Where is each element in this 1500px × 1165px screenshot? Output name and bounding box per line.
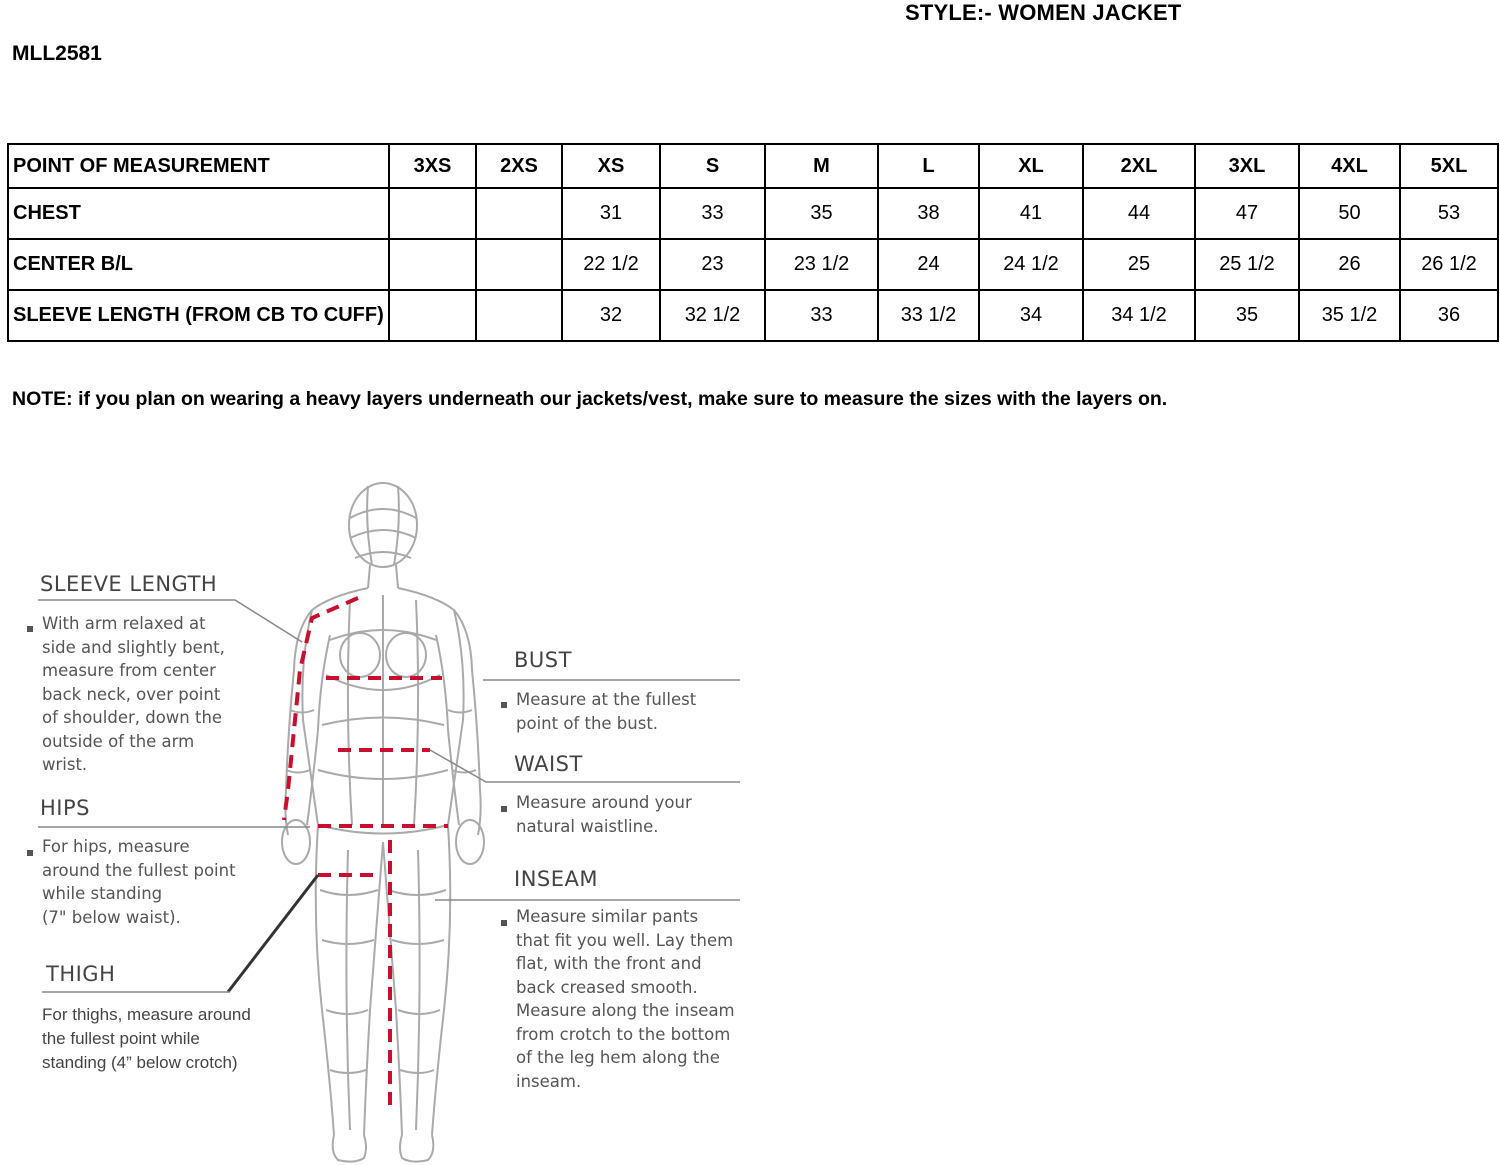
size-chart-table bbox=[7, 143, 1499, 342]
column-header: 3XL bbox=[1195, 144, 1299, 188]
table-cell bbox=[476, 290, 562, 341]
table-cell: 33 bbox=[660, 188, 765, 239]
bullet-icon bbox=[27, 626, 33, 632]
table-cell: 34 1/2 bbox=[1083, 290, 1195, 341]
table-cell: 53 bbox=[1400, 188, 1498, 239]
table-cell bbox=[476, 188, 562, 239]
row-label: CHEST bbox=[8, 188, 389, 239]
column-header: 3XS bbox=[389, 144, 476, 188]
column-header: M bbox=[765, 144, 878, 188]
table-cell: 24 bbox=[878, 239, 979, 290]
table-cell: 32 1/2 bbox=[660, 290, 765, 341]
bullet-icon bbox=[27, 850, 33, 856]
thigh-desc: For thighs, measure around the fullest point while standing (4” below crotch) bbox=[42, 1005, 251, 1072]
column-header: 2XL bbox=[1083, 144, 1195, 188]
body-figure-outline bbox=[282, 483, 484, 1162]
table-cell: 41 bbox=[979, 188, 1083, 239]
inseam-desc: Measure similar pants that fit you well. Lay them flat, with the front and back creased smooth. Measure along the inseam from crotch to the bottom of the leg hem along the inseam. bbox=[516, 907, 735, 1091]
sleeve-length-title: SLEEVE LENGTH bbox=[40, 572, 218, 596]
table-cell: 34 bbox=[979, 290, 1083, 341]
table-cell: 22 1/2 bbox=[562, 239, 660, 290]
table-cell: 23 bbox=[660, 239, 765, 290]
table-cell: 33 1/2 bbox=[878, 290, 979, 341]
sleeve-measure-line bbox=[284, 598, 358, 820]
table-cell: 50 bbox=[1299, 188, 1400, 239]
table-cell: 26 bbox=[1299, 239, 1400, 290]
table-cell: 44 bbox=[1083, 188, 1195, 239]
table-cell: 23 1/2 bbox=[765, 239, 878, 290]
table-cell: 33 bbox=[765, 290, 878, 341]
table-cell: 32 bbox=[562, 290, 660, 341]
thigh-title: THIGH bbox=[46, 962, 116, 986]
style-code: MLL2581 bbox=[12, 42, 102, 65]
table-cell: 25 1/2 bbox=[1195, 239, 1299, 290]
row-label: CENTER B/L bbox=[8, 239, 389, 290]
layering-note: NOTE: if you plan on wearing a heavy layers underneath our jackets/vest, make sure to measure the sizes with the layers on. bbox=[12, 388, 1168, 410]
table-cell: 38 bbox=[878, 188, 979, 239]
column-header: S bbox=[660, 144, 765, 188]
table-cell bbox=[389, 290, 476, 341]
column-header: 2XS bbox=[476, 144, 562, 188]
bullet-icon bbox=[501, 806, 507, 812]
table-row bbox=[8, 290, 1498, 341]
bullet-icon bbox=[501, 920, 507, 926]
waist-desc: Measure around your natural waistline. bbox=[516, 793, 692, 836]
measurement-guide bbox=[0, 470, 760, 1165]
column-header: POINT OF MEASUREMENT bbox=[8, 144, 389, 188]
column-header: XL bbox=[979, 144, 1083, 188]
column-header: L bbox=[878, 144, 979, 188]
table-header-row bbox=[8, 144, 1498, 188]
table-cell: 35 1/2 bbox=[1299, 290, 1400, 341]
hips-desc: For hips, measure around the fullest point while standing (7" below waist). bbox=[42, 837, 236, 927]
waist-title: WAIST bbox=[514, 752, 583, 776]
bust-desc: Measure at the fullest point of the bust. bbox=[516, 690, 697, 733]
bust-title: BUST bbox=[514, 648, 572, 672]
table-cell: 36 bbox=[1400, 290, 1498, 341]
table-cell: 31 bbox=[562, 188, 660, 239]
table-row bbox=[8, 188, 1498, 239]
table-cell: 25 bbox=[1083, 239, 1195, 290]
table-row bbox=[8, 239, 1498, 290]
table-cell: 35 bbox=[1195, 290, 1299, 341]
row-label: SLEEVE LENGTH (FROM CB TO CUFF) bbox=[8, 290, 389, 341]
thigh-leader-line bbox=[228, 875, 318, 992]
column-header: 5XL bbox=[1400, 144, 1498, 188]
table-cell: 47 bbox=[1195, 188, 1299, 239]
table-cell bbox=[389, 239, 476, 290]
table-cell: 26 1/2 bbox=[1400, 239, 1498, 290]
column-header: XS bbox=[562, 144, 660, 188]
table-cell: 35 bbox=[765, 188, 878, 239]
sleeve-length-desc: With arm relaxed at side and slightly bent, measure from center back neck, over point of shoulder, down the outside of the arm wrist. bbox=[42, 614, 225, 774]
hips-title: HIPS bbox=[40, 796, 90, 820]
bullet-icon bbox=[501, 702, 507, 708]
inseam-title: INSEAM bbox=[514, 867, 598, 891]
column-header: 4XL bbox=[1299, 144, 1400, 188]
table-cell: 24 1/2 bbox=[979, 239, 1083, 290]
style-title: STYLE:- WOMEN JACKET bbox=[905, 0, 1182, 25]
table-cell bbox=[389, 188, 476, 239]
table-cell bbox=[476, 239, 562, 290]
